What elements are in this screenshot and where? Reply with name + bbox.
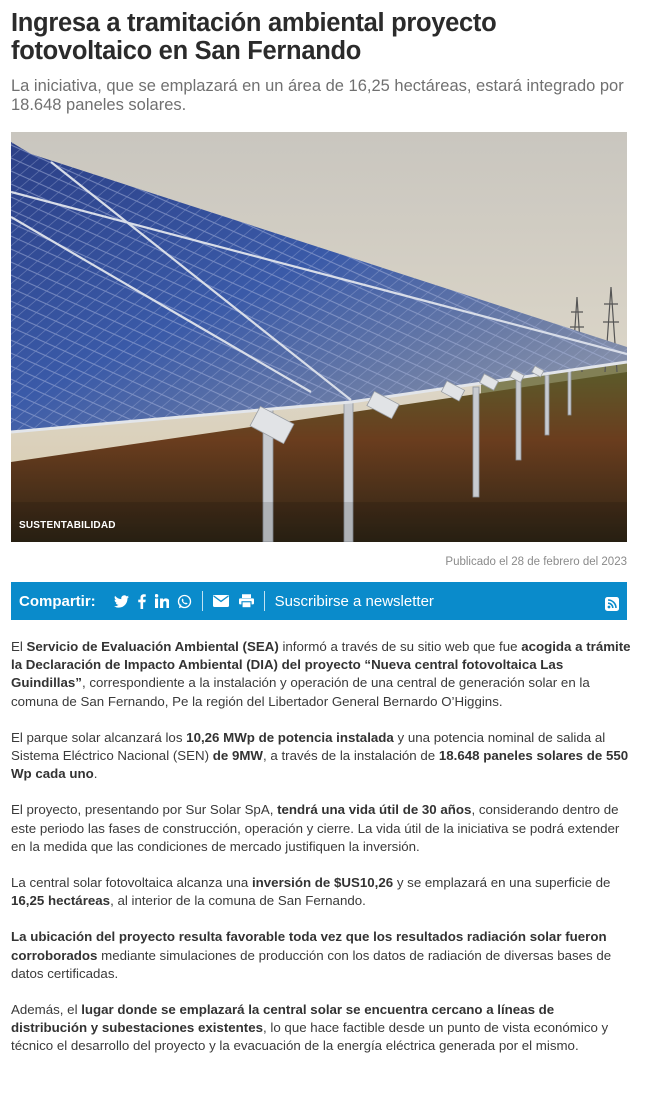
article-body (11, 638, 631, 1074)
share-label: Compartir: (19, 592, 96, 610)
article-paragraph: El Servicio de Evaluación Ambiental (SEA) informó a través de su sitio web que fue acogida a trámite la Declaración de Impacto Ambiental (DIA) del proyecto “Nueva central fotovoltaica Las Guindillas”, correspondiente a la instalación y operación de una central de generación solar en la comuna de San Fernando, Pe la región del Libertador General Bernardo O’Higgins. (11, 639, 631, 709)
separator (264, 591, 265, 611)
article-paragraph: Además, el lugar donde se emplazará la central solar se encuentra cercano a líneas de distribución y subestaciones existentes, lo que hace factible desde un punto de vista económico y técnico el desarrollo del proyecto y la evacuación de la energía eléctrica generada por el mismo. (11, 1002, 609, 1054)
separator (202, 591, 203, 611)
whatsapp-icon[interactable] (177, 591, 192, 611)
newsletter-link[interactable]: Suscribirse a newsletter (274, 592, 434, 610)
article-paragraph: La ubicación del proyecto resulta favorable toda vez que los resultados radiación solar fueron corroborados mediante simulaciones de producción con los datos de radiación de diversas bases de datos certificadas. (11, 929, 612, 981)
solar-panels-photo (11, 132, 627, 542)
article-headline: Ingresa a tramitación ambiental proyecto fotovoltaico en San Fernando (11, 9, 497, 65)
print-icon[interactable] (239, 591, 254, 611)
twitter-icon[interactable] (114, 591, 129, 611)
publish-date: Publicado el 28 de febrero del 2023 (445, 556, 627, 568)
article-paragraph: La central solar fotovoltaica alcanza una inversión de $US10,26 y se emplazará en una superficie de 16,25 hectáreas, al interior de la comuna de San Fernando. (11, 875, 611, 909)
linkedin-icon[interactable] (155, 591, 169, 611)
email-icon[interactable] (213, 591, 229, 611)
article-paragraph: El parque solar alcanzará los 10,26 MWp de potencia instalada y una potencia nominal de salida al Sistema Eléctrico Nacional (SEN) de 9MW, a través de la instalación de 18.648 paneles solares de 550 Wp cada uno. (11, 729, 629, 782)
facebook-icon[interactable] (138, 591, 146, 611)
hero-image (11, 132, 627, 542)
rss-icon[interactable] (605, 594, 619, 614)
article-subtitle: La iniciativa, que se emplazará en un área de 16,25 hectáreas, estará integrado por 18.648 paneles solares. (11, 77, 624, 114)
article-paragraph: El proyecto, presentando por Sur Solar SpA, tendrá una vida útil de 30 años, considerando dentro de este periodo las fases de construcción, operación y cierre. La vida útil de la iniciativa se podrá extender en la medida que las condiciones de mercado justifiquen la inversión. (11, 802, 620, 854)
category-label[interactable]: SUSTENTABILIDAD (19, 520, 116, 531)
share-bar (11, 582, 627, 620)
